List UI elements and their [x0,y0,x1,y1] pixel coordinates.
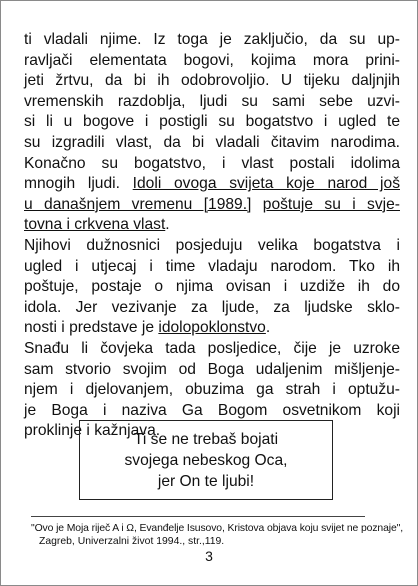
body-line: je Boga i naziva Ga Bogom osvetnikom koji [24,401,400,419]
body-line [24,318,400,339]
text-segment: . [165,216,170,234]
callout-box [79,420,333,500]
footnote-line: Zagreb, Univerzalni život 1994., str.,119. [39,536,225,547]
underlined-phrase: tovna i crkvena vlast [24,216,166,234]
underlined-phrase: idolopoklonstvo [158,319,266,337]
body-line: idola. Jer vezivanje za ljude, za ljudske sklo- [24,298,400,316]
text-segment: nosti i predstave je [24,319,159,337]
footnote [31,522,401,548]
text-segment [251,196,262,213]
callout-line: jer On te ljubi! [157,473,255,490]
body-text [24,30,400,442]
body-line: ravljači elementata bogovi, kojima mora prini- [24,51,400,69]
body-line: proklinje i kažnjava. [24,422,161,440]
underlined-phrase: poštuje su i svje- [262,195,400,213]
body-line: poštuje, postaje o njima ovisan i uzdiže ih do [24,278,400,296]
footnote-line: "Ovo je Moja riječ A i Ω, Evanđelje Isusovo, Kristova objava koju svijet ne poznaje", [31,523,403,534]
underlined-phrase: u današnjem vremenu [1989.] [24,195,252,213]
body-line: njem i djelovanjem, obuzima ga strah i optužu- [24,381,400,399]
body-line: ugled i utjecaj i time vladaju narodom. Tko ih [24,257,400,275]
body-line: sam stvorio svojim od Boga udaljenim mišljenje- [24,360,400,378]
body-line [24,195,400,216]
body-line: Njihovi dužnosnici posjeduju velika bogatstva i [24,236,400,254]
body-line: su izgradili vlast, da bi vladali čitavim narodima. [24,133,400,151]
body-line: vremenskih razdoblja, ljudi su sami sebe uzvi- [24,92,400,110]
text-segment: . [265,319,271,337]
callout-line: svojega nebeskog Oca, [124,452,288,469]
body-line [24,215,400,236]
underlined-phrase: Idoli ovoga svijeta koje narod još [132,175,400,193]
footnote-divider [31,516,365,517]
body-line: ti vladali njime. Iz toga je zaključio, da su up- [24,31,400,48]
body-line: Konačno su bogatstvo, i vlast postali idolima [24,154,400,172]
text-segment: mnogih ljudi. [24,175,133,193]
body-line: Snađu li čovjeka tada posljedice, čije je uzroke [24,339,400,357]
body-line: jeti žrtvu, da bi ih odobrovoljio. U tijeku daljnjih [24,72,400,90]
page-number: 3 [205,548,213,564]
body-line: si li u bogove i postigli su bogatstvo i ugled te [24,113,400,131]
callout-line: Ti se ne trebaš bojati [133,431,279,448]
body-line [24,174,400,195]
